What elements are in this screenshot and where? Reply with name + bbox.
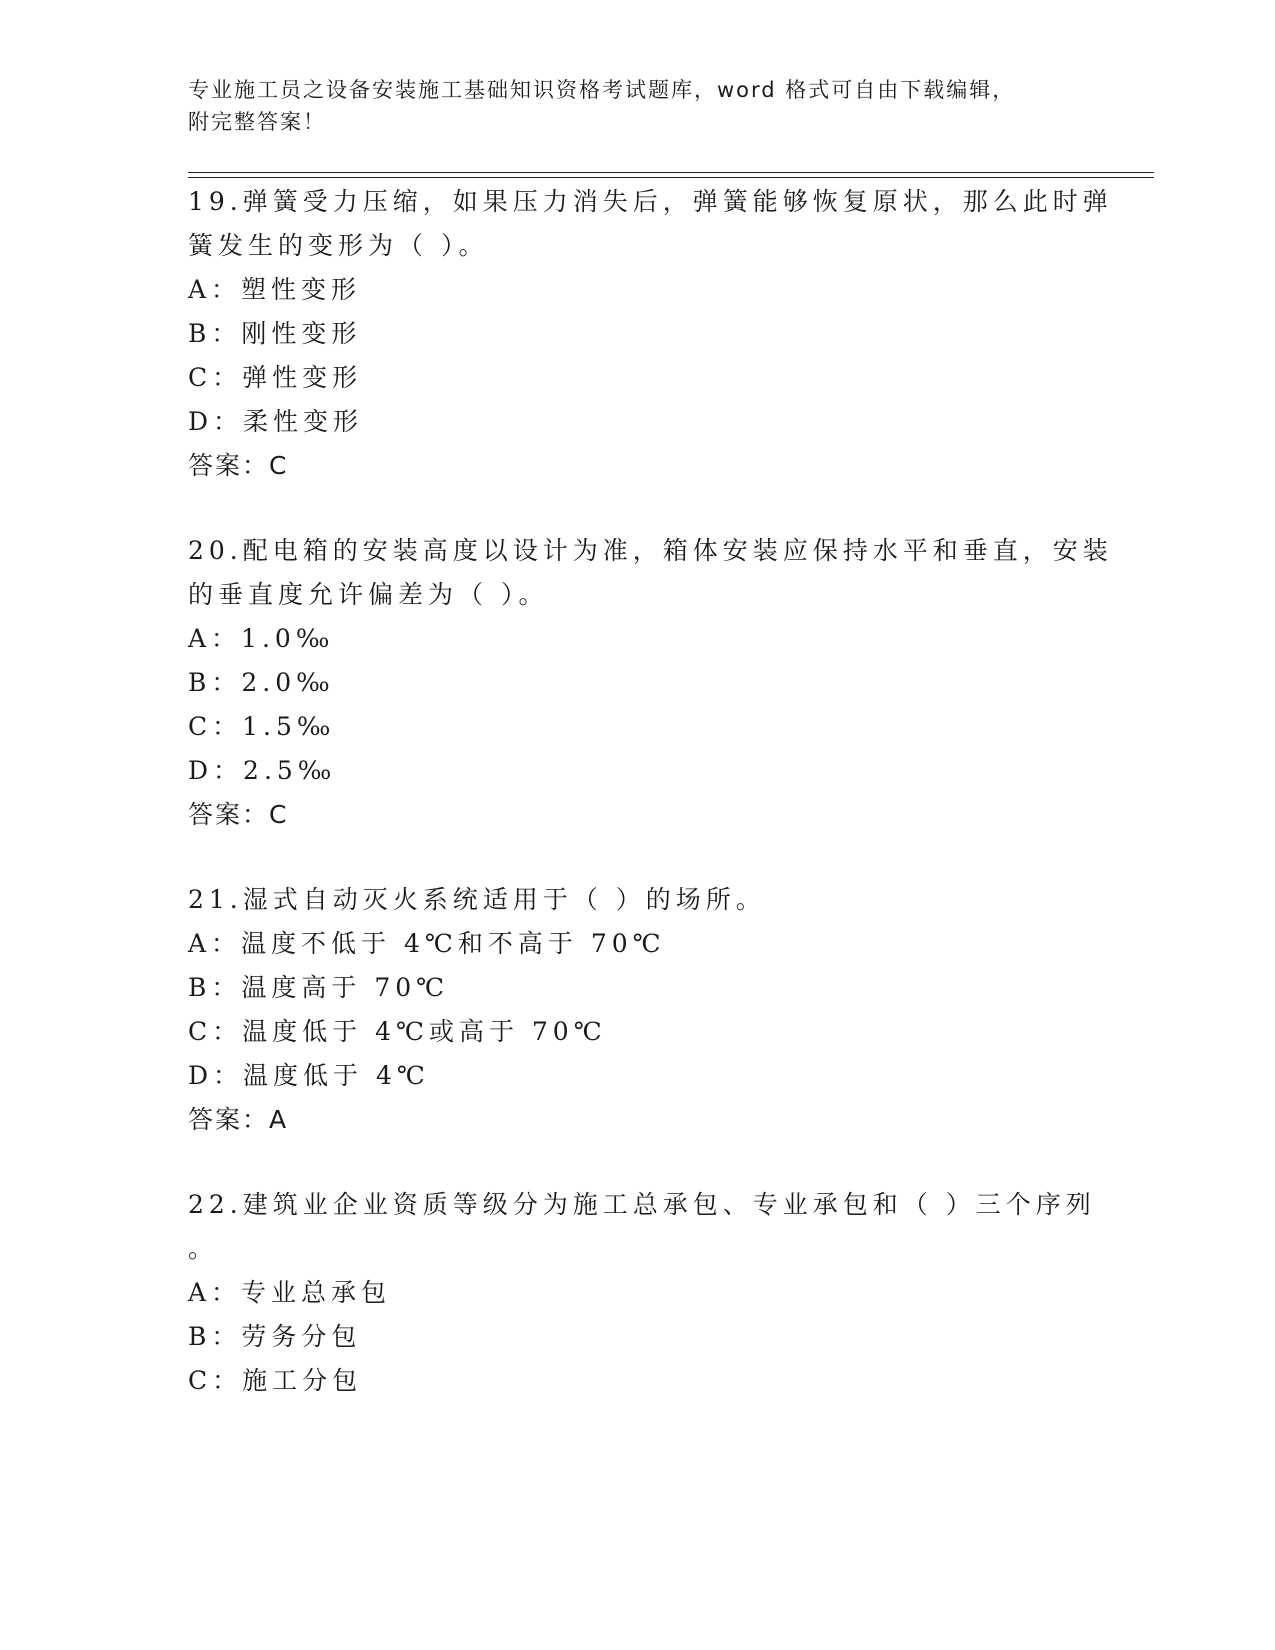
option-d: D：2.5‰: [188, 756, 337, 785]
option-d: D：柔性变形: [188, 407, 364, 436]
answer-line: 答案：C: [188, 800, 289, 829]
question-stem-continued: 簧发生的变形为（ ）。: [188, 231, 489, 260]
option-a: A：专业总承包: [188, 1278, 392, 1307]
option-b: B：温度高于 70℃: [188, 973, 450, 1002]
header-divider-top: [188, 172, 1154, 173]
option-b: B：2.0‰: [188, 668, 335, 697]
question-stem: 21.湿式自动灭火系统适用于（ ）的场所。: [188, 885, 766, 914]
option-c: C：施工分包: [188, 1366, 363, 1395]
option-c: C：弹性变形: [188, 363, 363, 392]
answer-line: 答案：A: [188, 1105, 289, 1134]
option-d: D：温度低于 4℃: [188, 1061, 430, 1090]
question-stem: 22.建筑业企业资质等级分为施工总承包、专业承包和（ ）三个序列: [188, 1190, 1096, 1219]
option-b: B：劳务分包: [188, 1322, 362, 1351]
answer-line: 答案：C: [188, 451, 289, 480]
option-b: B：刚性变形: [188, 319, 362, 348]
option-c: C：温度低于 4℃或高于 70℃: [188, 1017, 607, 1046]
question-stem-continued: 。: [188, 1234, 219, 1263]
option-a: A：1.0‰: [188, 624, 335, 653]
option-c: C：1.5‰: [188, 712, 336, 741]
option-a: A：塑性变形: [188, 275, 362, 304]
header-title-line-1: 专业施工员之设备安装施工基础知识资格考试题库，word 格式可自由下载编辑，: [188, 78, 1016, 102]
question-stem-continued: 的垂直度允许偏差为（ ）。: [188, 580, 549, 609]
question-stem: 20.配电箱的安装高度以设计为准，箱体安装应保持水平和垂直，安装: [188, 536, 1113, 565]
option-a: A：温度不低于 4℃和不高于 70℃: [188, 929, 666, 958]
header-title-line-2: 附完整答案！: [188, 110, 326, 134]
question-stem: 19.弹簧受力压缩，如果压力消失后，弹簧能够恢复原状，那么此时弹: [188, 187, 1113, 216]
header-divider-bottom: [188, 177, 1154, 178]
